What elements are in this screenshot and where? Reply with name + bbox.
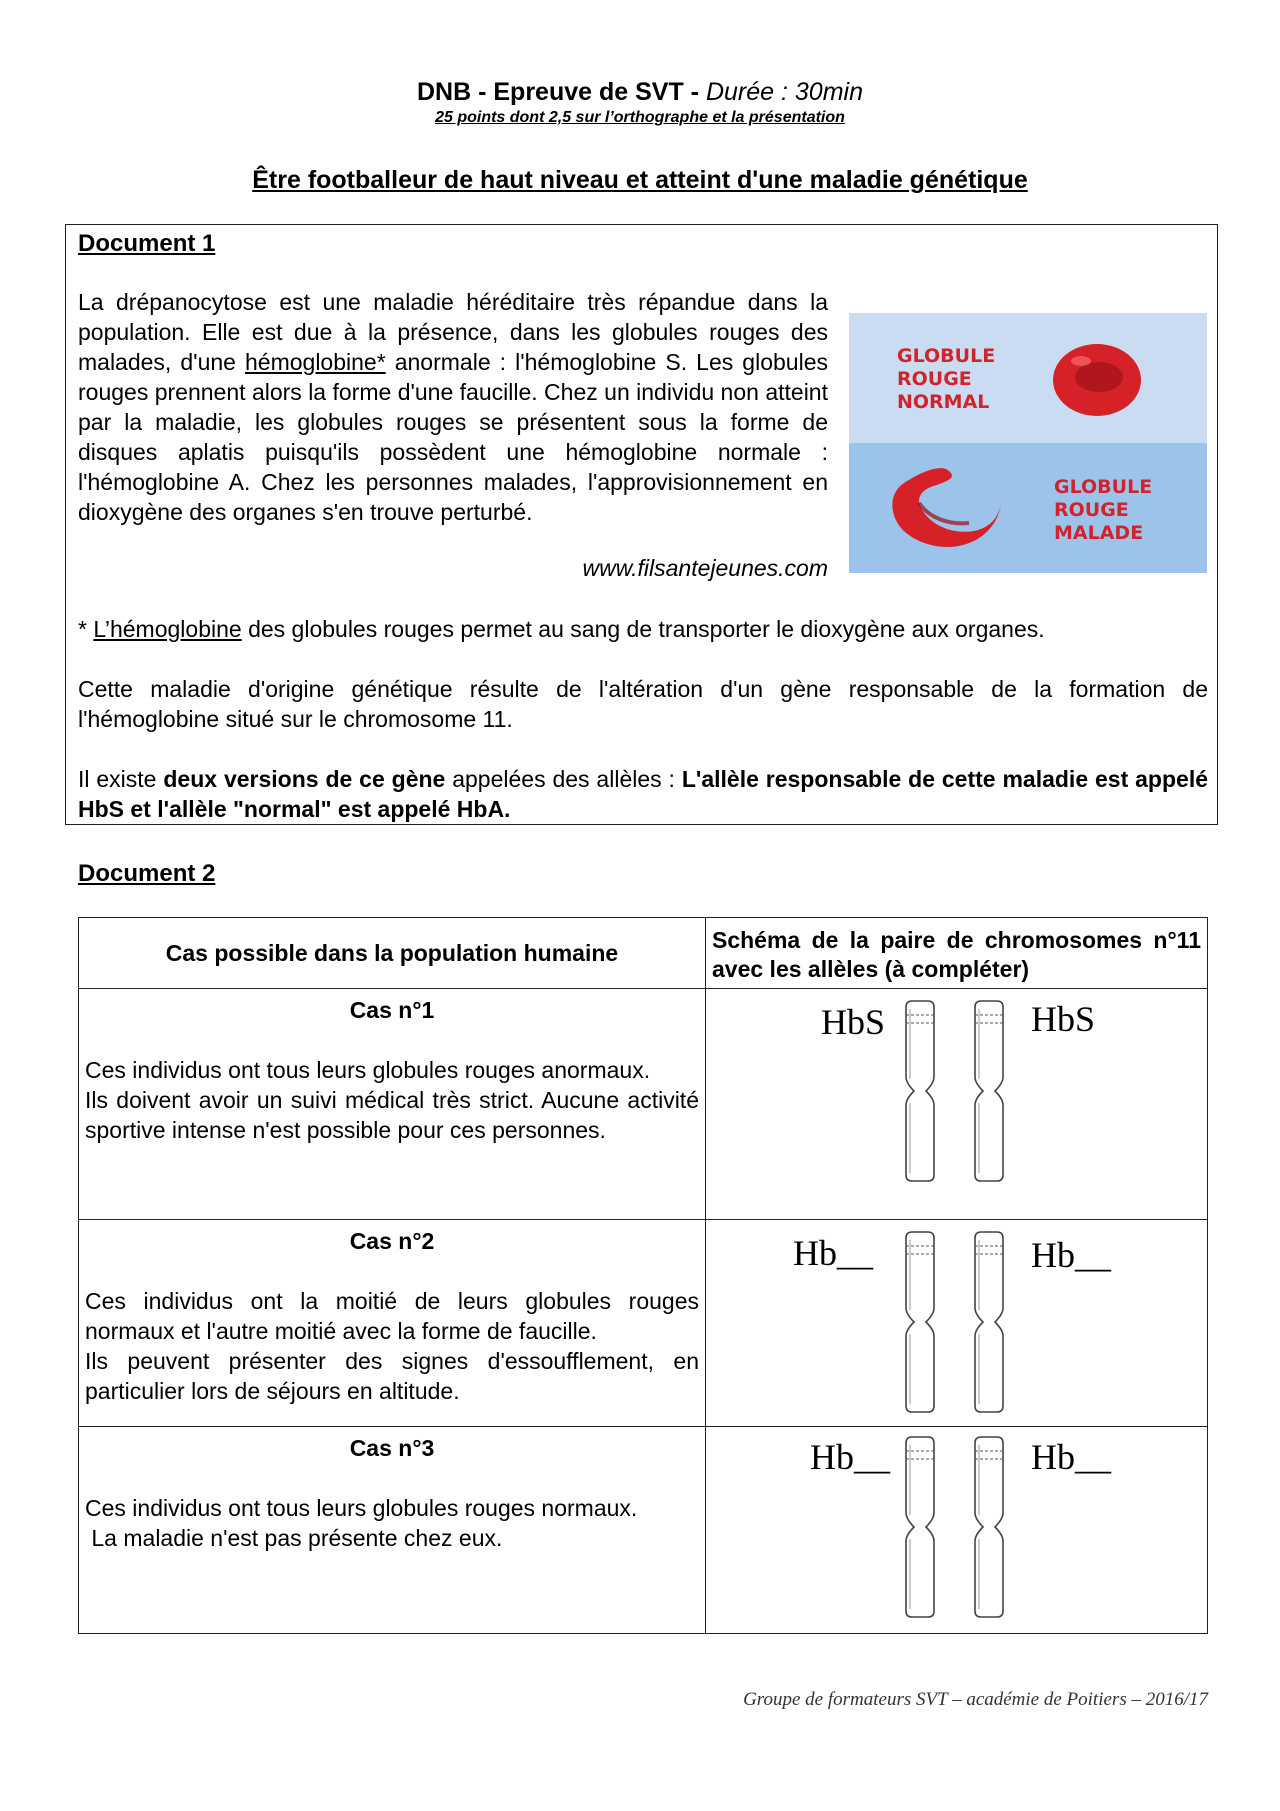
chromosome-pair-diagram bbox=[706, 1220, 1208, 1420]
chromosome-schema bbox=[706, 1220, 1208, 1427]
allele-left: Hb__ bbox=[810, 1437, 890, 1477]
page-title: Être footballeur de haut niveau et atteint d'une maladie génétique bbox=[252, 166, 1028, 194]
chromosome-pair-diagram bbox=[706, 989, 1208, 1213]
case-text: Ces individus ont tous leurs globules rouges normaux. bbox=[85, 1495, 638, 1521]
document2-heading: Document 2 bbox=[78, 860, 216, 887]
case-text2: Ils peuvent présenter des signes d'essoufflement, en particulier lors de séjours en altitude. bbox=[85, 1348, 699, 1404]
table-row bbox=[79, 989, 1208, 1220]
footer-credit: Groupe de formateurs SVT – académie de Poitiers – 2016/17 bbox=[743, 1689, 1208, 1710]
case-title: Cas n°3 bbox=[349, 1435, 435, 1461]
p3-part-c: appelées des allèles : bbox=[445, 766, 682, 792]
case-description bbox=[79, 1220, 706, 1427]
document1-intro bbox=[78, 287, 828, 527]
sick-label-line3: MALADE bbox=[1054, 522, 1144, 544]
chromosome-right bbox=[975, 1437, 1003, 1617]
document1-paragraph2: Cette maladie d'origine génétique résulte de l'altération d'un gène responsable de la formation de l'hémoglobine situé sur le chromosome 11. bbox=[78, 676, 1208, 732]
normal-red-cell-icon bbox=[1053, 344, 1141, 416]
case-title: Cas n°1 bbox=[349, 997, 435, 1023]
footnote-term: L’hémoglobine bbox=[93, 616, 242, 642]
red-blood-cell-illustration bbox=[849, 313, 1207, 573]
exam-title bbox=[0, 78, 1280, 107]
sick-label-line1: GLOBULE bbox=[1054, 476, 1153, 498]
table-header-row bbox=[79, 918, 1208, 989]
intro-part2: anormale : l'hémoglobine S. Les globules rouges prennent alors la forme d'une faucille. Chez un individu non atteint par la maladie, les globules rouges se présentent sous la forme de disques aplatis puisqu'ils possèdent une hémoglobine normale : l'hémoglobine A. Chez les personnes malades, l'approvisionnement en dioxygène des organes s'en trouve perturbé. bbox=[78, 349, 828, 525]
chromosome-right bbox=[975, 1232, 1003, 1412]
allele-left: HbS bbox=[821, 1002, 886, 1042]
sick-label-line2: ROUGE bbox=[1054, 499, 1129, 521]
p3-part-a: Il existe bbox=[78, 766, 164, 792]
chromosome-right bbox=[975, 1001, 1003, 1181]
document1-heading: Document 1 bbox=[78, 230, 216, 257]
case-title: Cas n°2 bbox=[349, 1228, 435, 1254]
footnote-star: * bbox=[78, 616, 94, 642]
case-description bbox=[79, 1427, 706, 1634]
chromosome-left bbox=[906, 1232, 934, 1412]
allele-right: Hb__ bbox=[1031, 1235, 1111, 1275]
hemoglobin-term: hémoglobine* bbox=[245, 349, 386, 375]
table-row bbox=[79, 1220, 1208, 1427]
column-header-cases: Cas possible dans la population humaine bbox=[79, 918, 706, 989]
p3-part-b: deux versions de ce gène bbox=[163, 766, 446, 792]
exam-title-main: DNB - Epreuve de SVT - bbox=[417, 78, 706, 106]
case-text: Ces individus ont tous leurs globules rouges anormaux. bbox=[85, 1057, 651, 1083]
document1-paragraph3 bbox=[78, 764, 1208, 824]
chromosome-left bbox=[906, 1001, 934, 1181]
table-row bbox=[79, 1427, 1208, 1634]
normal-label-line2: ROUGE bbox=[897, 368, 972, 390]
allele-left: Hb__ bbox=[793, 1233, 873, 1273]
case-description bbox=[79, 989, 706, 1220]
footnote-text: des globules rouges permet au sang de transporter le dioxygène aux organes. bbox=[241, 616, 1045, 642]
chromosome-left bbox=[906, 1437, 934, 1617]
case-text2: La maladie n'est pas présente chez eux. bbox=[85, 1525, 503, 1551]
case-text2: Ils doivent avoir un suivi médical très strict. Aucune activité sportive intense n'est possible pour ces personnes. bbox=[85, 1087, 699, 1143]
footnote bbox=[78, 614, 1208, 644]
case-text: Ces individus ont la moitié de leurs globules rouges normaux et l'autre moitié avec la forme de faucille. bbox=[85, 1288, 699, 1344]
allele-right: Hb__ bbox=[1031, 1437, 1111, 1477]
document1-source: www.filsantejeunes.com bbox=[582, 555, 828, 581]
p3-part-d: L'allèle responsable de cette maladie est appelé HbS et l'allèle "normal" est appelé HbA. bbox=[78, 766, 1208, 822]
chromosome-schema bbox=[706, 989, 1208, 1220]
normal-label-line3: NORMAL bbox=[897, 391, 990, 413]
normal-label-line1: GLOBULE bbox=[897, 345, 996, 367]
cases-table bbox=[78, 917, 1208, 1634]
column-header-schema: Schéma de la paire de chromosomes n°11 avec les allèles (à compléter) bbox=[706, 918, 1208, 989]
intro-part1: La drépanocytose est une maladie héréditaire très répandue dans la population. Elle est due à la présence, dans les globules rouges des malades, d'une bbox=[78, 289, 828, 375]
chromosome-pair-diagram bbox=[706, 1427, 1208, 1627]
exam-duration: Durée : 30min bbox=[705, 78, 863, 106]
allele-right: HbS bbox=[1031, 999, 1096, 1039]
red-blood-cell-svg bbox=[849, 313, 1207, 573]
exam-subtitle: 25 points dont 2,5 sur l’orthographe et la présentation bbox=[435, 109, 845, 126]
chromosome-schema bbox=[706, 1427, 1208, 1634]
